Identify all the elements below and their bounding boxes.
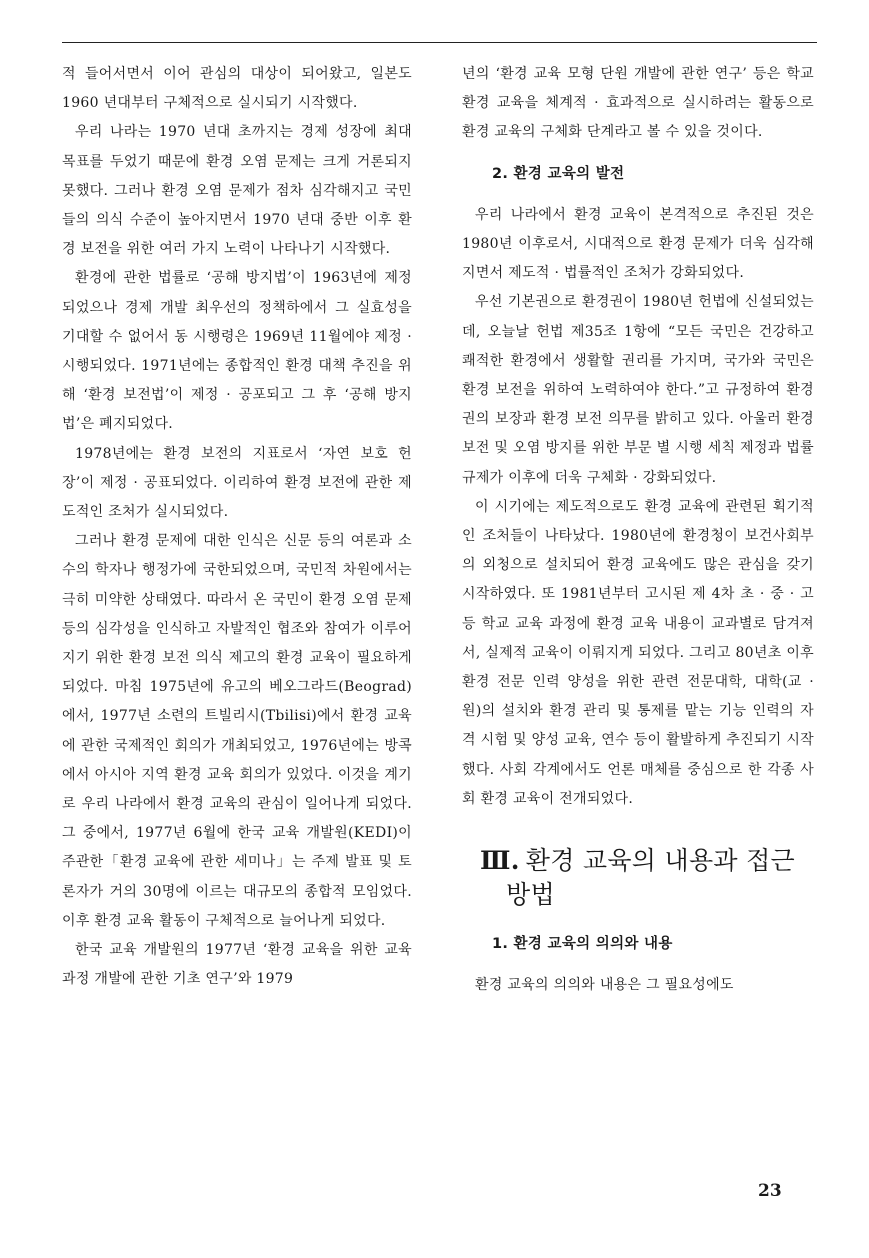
right-column — [462, 60, 814, 1000]
paragraph: 그러나 환경 문제에 대한 인식은 신문 등의 여론과 소수의 학자나 행정가에 국한되었으며, 국민적 차원에서는 극히 미약한 상태였다. 따라서 온 국민이 환경 오염 문제 등의 심각성을 인식하고 자발적인 협조와 참여가 이루어지기 위한 환경 보전 의식 제고의 환경 교육이 필요하게 되었다. 마침 1975년에 유고의 베오그라드(Beograd)에서, 1977년 소련의 트빌리시(Tbilisi)에서 환경 교육에 관한 국제적인 회의가 개최되었고, 1976년에는 방콕에서 아시아 지역 환경 교육 회의가 있었다. 이것을 계기로 우리 나라에서 환경 교육의 관심이 일어나게 되었다. 그 중에서, 1977년 6월에 한국 교육 개발원(KEDI)이 주관한「환경 교육에 관한 세미나」는 주제 발표 및 토론자가 거의 30명에 이르는 대규모의 종합적 모임었다. 이후 환경 교육 활동이 구체적으로 늘어나게 되었다. — [62, 533, 412, 929]
section-title-line2: 방법 — [506, 880, 555, 910]
section-heading — [480, 844, 814, 912]
paragraph: 우리 나라는 1970 년대 초까지는 경제 성장에 최대 목표를 두었기 때문에 환경 오염 문제는 크게 거론되지 못했다. 그러나 환경 오염 문제가 점차 심각해지고 국민들의 의식 수준이 높아지면서 1970 년대 중반 이후 환경 보전을 위한 여러 가지 노력이 나타나기 시작했다. — [62, 124, 412, 258]
paragraph: 이 시기에는 제도적으로도 환경 교육에 관련된 획기적인 조처들이 나타났다. 1980년에 환경청이 보건사회부의 외청으로 설치되어 환경 교육에도 많은 관심을 갖기 시작하였다. 또 1981년부터 고시된 제 4차 초 · 중 · 고등 학교 교육 과정에 환경 교육 내용이 교과별로 담겨져서, 실제적 교육이 이뤄지게 되었다. 그리고 80년초 이후 환경 전문 인력 양성을 위한 관련 전문대학, 대학(교 · 원)의 설치와 환경 관리 및 통제를 맡는 기능 인력의 자격 시험 및 양성 교육, 연수 등이 활발하게 추진되기 시작했다. 사회 각계에서도 언론 매체를 중심으로 한 각종 사회 환경 교육이 전개되었다. — [462, 498, 814, 807]
paragraph: 환경에 관한 법률로 ‘공해 방지법’이 1963년에 제정되었으나 경제 개발 최우선의 정책하에서 그 실효성을 기대할 수 없어서 동 시행령은 1969년 11월에야 제정 · 시행되었다. 1971년에는 종합적인 환경 대책 추진을 위해 ‘환경 보전법’이 제정 · 공포되고 그 후 ‘공해 방지법’은 폐지되었다. — [62, 270, 412, 433]
paragraph: 년의 ‘환경 교육 모형 단원 개발에 관한 연구’ 등은 학교 환경 교육을 체계적 · 효과적으로 실시하려는 활동으로 환경 교육의 구체화 단계라고 볼 수 있을 것이다. — [462, 66, 814, 141]
left-column — [62, 60, 412, 995]
page-number: 23 — [758, 1181, 782, 1201]
header-rule — [62, 42, 817, 43]
subsection-heading: 1. 환경 교육의 의의와 내용 — [492, 936, 673, 953]
paragraph: 한국 교육 개발원의 1977년 ‘환경 교육을 위한 교육 과정 개발에 관한 기초 연구’와 1979 — [62, 942, 412, 988]
paragraph: 1978년에는 환경 보전의 지표로서 ‘자연 보호 헌장’이 제정 · 공표되었다. 이리하여 환경 보전에 관한 제도적인 조처가 실시되었다. — [62, 445, 412, 521]
paragraph: 적 들어서면서 이어 관심의 대상이 되어왔고, 일본도 1960 년대부터 구체적으로 실시되기 시작했다. — [62, 66, 412, 112]
paragraph: 우리 나라에서 환경 교육이 본격적으로 추진된 것은 1980년 이후로서, 시대적으로 환경 문제가 더욱 심각해지면서 제도적 · 법률적인 조처가 강화되었다. — [462, 206, 814, 282]
paragraph: 환경 교육의 의의와 내용은 그 필요성에도 — [475, 977, 734, 994]
subsection-heading: 2. 환경 교육의 발전 — [492, 165, 625, 182]
section-numeral: Ⅲ. — [480, 846, 520, 876]
section-title-line1: 환경 교육의 내용과 접근 — [525, 846, 795, 876]
paragraph: 우선 기본권으로 환경권이 1980년 헌법에 신설되었는데, 오늘날 헌법 제35조 1항에 “모든 국민은 건강하고 쾌적한 환경에서 생활할 권리를 가지며, 국가와 국민은 환경 보전을 위하여 노력하여야 한다.”고 규정하여 환경권의 보장과 환경 보전 의무를 밝히고 있다. 아울러 환경 보전 및 오염 방지를 위한 부문 별 시행 세칙 제정과 법률 규제가 이후에 더욱 구체화 · 강화되었다. — [462, 294, 814, 486]
